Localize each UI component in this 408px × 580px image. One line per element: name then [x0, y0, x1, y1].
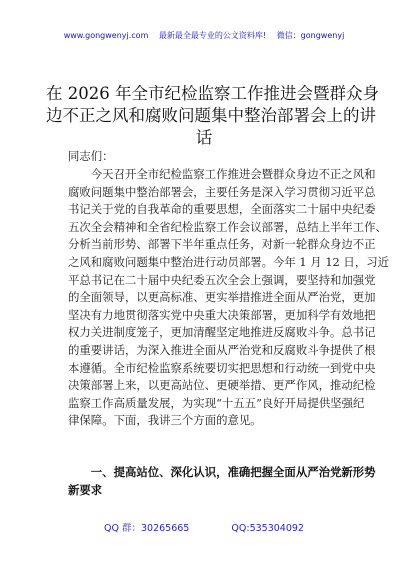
- heading-line: 一、提高站位、深化认识，准确把握全面从严治党新形势: [68, 465, 376, 479]
- body-line: 的重要讲话，为深入推进全面从严治党和反腐败斗争提供了根: [68, 342, 376, 357]
- body-line: 的全面领导，以更高标准、更实举措推进全面从严治党，更加: [68, 290, 376, 305]
- title-line: 话: [195, 128, 213, 148]
- speech-body: [68, 166, 389, 430]
- contact-footer: [0, 520, 408, 534]
- body-line: 之风和腐败问题集中整治进行动员部署。今年 1 月 12 日，习近: [68, 254, 389, 269]
- section-heading: [68, 464, 376, 499]
- body-line: 坚决有力地贯彻落实党中央重大决策部署，更加科学有效地把: [68, 307, 376, 322]
- body-line: 权力关进制度笼子，更加清醒坚定地推进反腐败斗争。总书记: [68, 325, 376, 340]
- site-url[interactable]: www.gongwenyj.com: [63, 31, 149, 40]
- title-line: 边不正之风和腐败问题集中整治部署会上的讲: [46, 106, 376, 126]
- body-line: 平总书记在二十届中央纪委五次全会上强调，要坚持和加强党: [68, 272, 376, 287]
- body-line: 监察工作高质量发展，为实现“十五五”良好开局提供坚强纪: [68, 395, 365, 410]
- qq-number: QQ:535304092: [231, 523, 304, 534]
- wechat-id: 微信：gongwenyj: [276, 31, 345, 40]
- body-line: 腐败问题集中整治部署会，主要任务是深入学习贯彻习近平总: [68, 184, 376, 199]
- body-line: 今天召开全市纪检监察工作推进会暨群众身边不正之风和: [68, 167, 376, 181]
- document-title: [46, 83, 379, 149]
- site-header: [0, 30, 408, 41]
- heading-line: 新要求: [68, 482, 103, 497]
- body-line: 本遵循。全市纪检监察系统要切实把思想和行动统一到党中央: [68, 360, 376, 375]
- body-line: 律保障。下面，我讲三个方面的意见。: [68, 413, 262, 428]
- site-tagline: 最新最全最专业的公文资料库!: [158, 31, 267, 40]
- body-line: 书记关于党的自我革命的重要思想，全面落实二十届中央纪委: [68, 202, 376, 217]
- body-line: 分析当前形势、部署下半年重点任务，对新一轮群众身边不正: [68, 237, 376, 252]
- qq-group-number: QQ 群：30265665: [104, 523, 190, 534]
- body-line: 决策部署上来，以更高站位、更硬举措、更严作风，推动纪检: [68, 378, 376, 393]
- title-line: 在 2026 年全市纪检监察工作推进会暨群众身: [46, 84, 379, 104]
- body-line: 五次全会精神和全省纪检监察工作会议部署，总结上半年工作、: [68, 219, 387, 234]
- salutation: 同志们：: [68, 149, 114, 163]
